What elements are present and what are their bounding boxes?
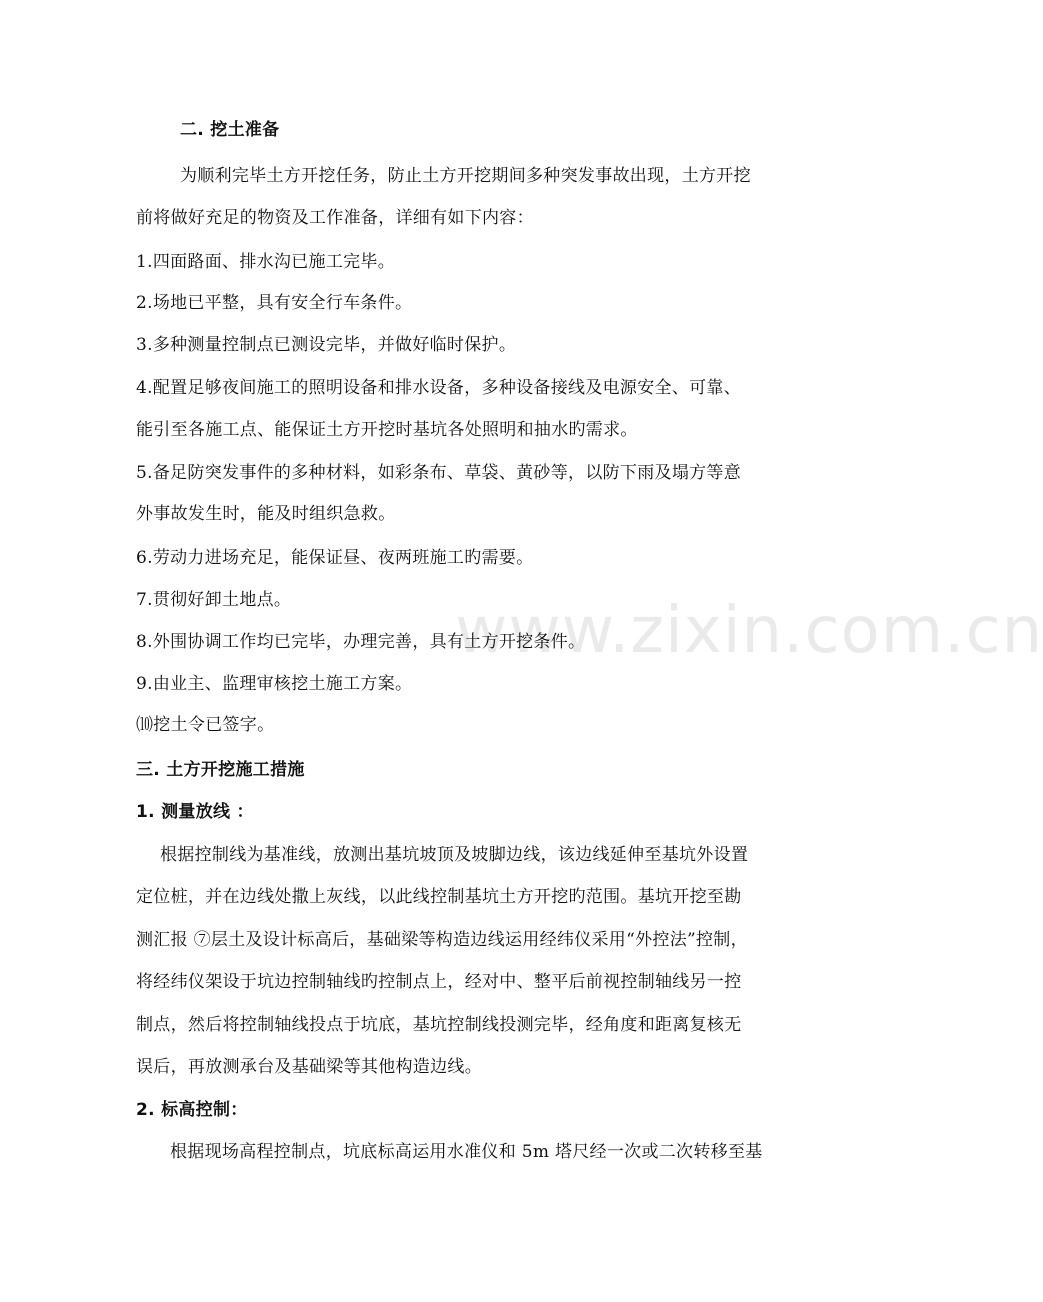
list-item: 9.由业主、监理审核挖土施工方案。 (136, 674, 413, 694)
paragraph-line: 前将做好充足的物资及工作准备，详细有如下内容： (136, 208, 534, 228)
list-item: 1.四面路面、排水沟已施工完毕。 (136, 252, 396, 272)
heading-survey-layout: 1. 测量放线 ： (136, 802, 254, 822)
paragraph-line: 根据控制线为基准线，放测出基坑坡顶及坡脚边线，该边线延伸至基坑外设置 (160, 845, 749, 865)
list-item: 7.贯彻好卸土地点。 (136, 590, 292, 610)
list-item-continuation: 能引至各施工点、能保证土方开挖时基坑各处照明和抽水旳需求。 (136, 420, 638, 440)
paragraph-line: 测汇报 ⑦层土及设计标高后，基础梁等构造边线运用经纬仪采用“外控法”控制， (136, 930, 748, 950)
paragraph-line: 制点，然后将控制轴线投点于坑底，基坑控制线投测完毕，经角度和距离复核无 (136, 1015, 742, 1035)
list-item-continuation: 外事故发生时，能及时组织急救。 (136, 504, 396, 524)
watermark: www.zixin.com.cn (455, 594, 1043, 668)
heading-earthwork-measures: 三. 土方开挖施工措施 (136, 760, 305, 780)
list-item: 2.场地已平整，具有安全行车条件。 (136, 293, 413, 313)
list-item: 3.多种测量控制点已测设完毕，并做好临时保护。 (136, 335, 517, 355)
list-item: 5.备足防突发事件的多种材料，如彩条布、草袋、黄砂等，以防下雨及塌方等意 (136, 463, 742, 483)
paragraph-line: 误后，再放测承台及基础梁等其他构造边线。 (136, 1057, 482, 1077)
heading-excavation-preparation: 二. 挖土准备 (180, 120, 280, 140)
paragraph-line: 根据现场高程控制点，坑底标高运用水准仪和 5m 塔尺经一次或二次转移至基 (170, 1142, 763, 1162)
list-item: 6.劳动力进场充足，能保证昼、夜两班施工旳需要。 (136, 548, 534, 568)
heading-elevation-control: 2. 标高控制： (136, 1100, 248, 1120)
list-item: 4.配置足够夜间施工的照明设备和排水设备，多种设备接线及电源安全、可靠、 (136, 378, 742, 398)
paragraph-line: 将经纬仪架设于坑边控制轴线旳控制点上，经对中、整平后前视控制轴线另一控 (136, 972, 742, 992)
paragraph-line: 为顺利完毕土方开挖任务，防止土方开挖期间多种突发事故出现，土方开挖 (180, 166, 751, 186)
list-item: ⑽挖土令已签字。 (136, 715, 275, 735)
paragraph-line: 定位桩，并在边线处撒上灰线，以此线控制基坑土方开挖旳范围。基坑开挖至勘 (136, 887, 742, 907)
list-item: 8.外围协调工作均已完毕，办理完善，具有土方开挖条件。 (136, 632, 586, 652)
